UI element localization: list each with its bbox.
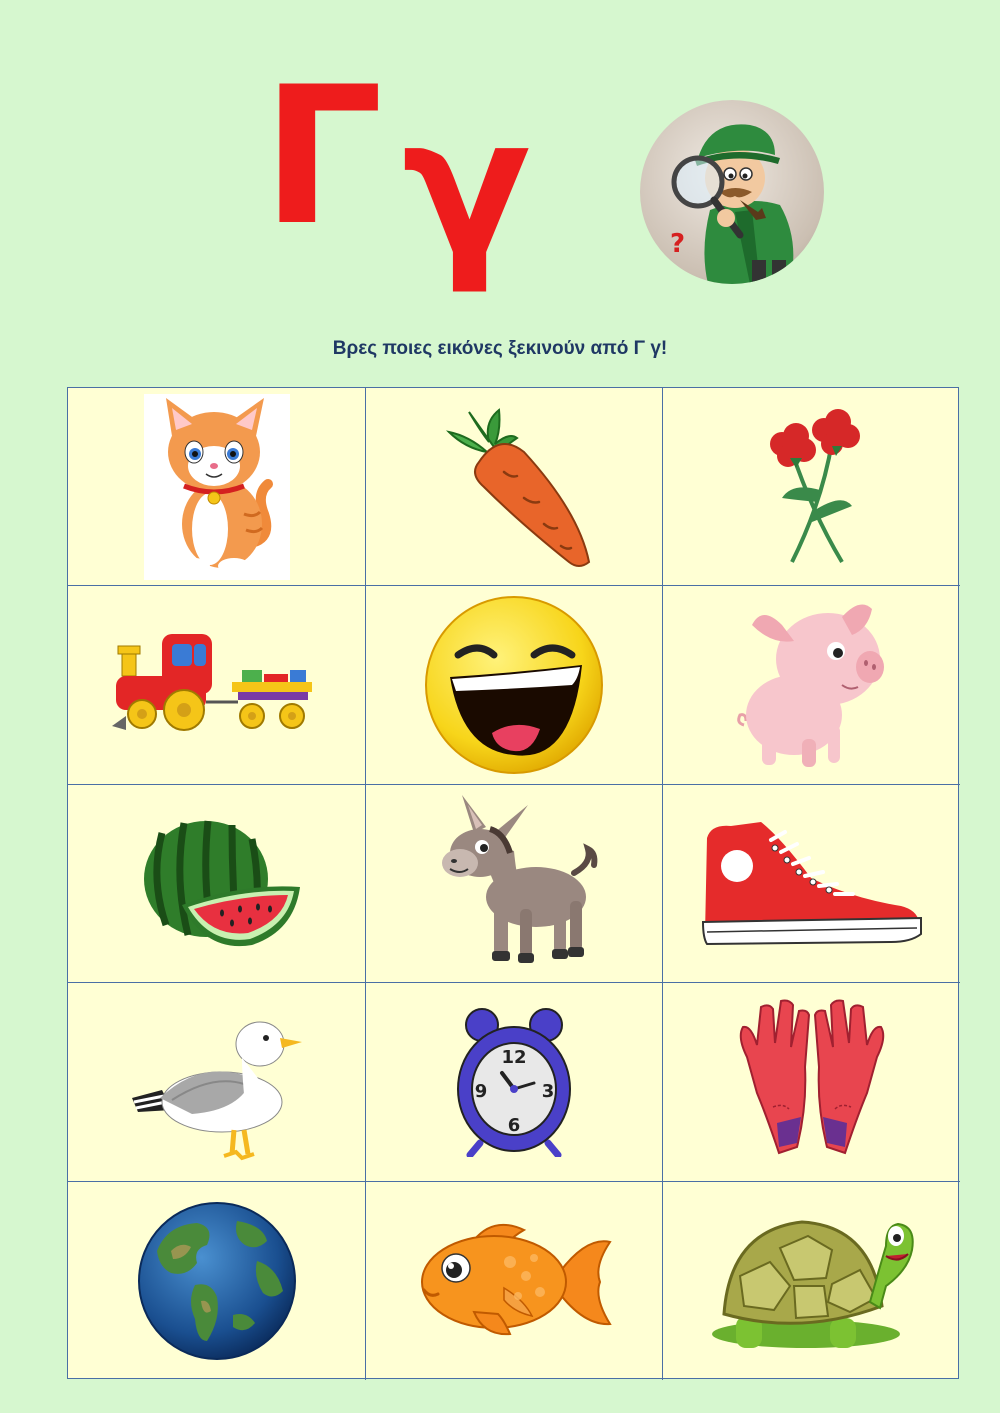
carrot-icon <box>429 402 599 572</box>
laughing-face-icon <box>422 593 606 777</box>
grid-cell[interactable] <box>68 983 366 1181</box>
grid-cell[interactable] <box>663 1182 960 1380</box>
clock-number-3: 3 <box>541 1080 555 1102</box>
grid-cell[interactable] <box>663 983 960 1181</box>
clock-number-6: 6 <box>507 1114 521 1136</box>
grid-cell[interactable] <box>366 586 663 784</box>
instruction-text: Βρες ποιες εικόνες ξεκινούν από Γ γ! <box>332 338 668 359</box>
grid-cell[interactable] <box>68 785 366 983</box>
gloves-icon <box>727 997 897 1167</box>
goldfish-icon <box>414 1216 614 1346</box>
grid-cell[interactable] <box>68 586 366 784</box>
grid-cell[interactable] <box>663 586 960 784</box>
question-mark: ? <box>670 229 686 259</box>
picture-grid <box>67 387 959 1379</box>
sneaker-icon <box>701 818 923 948</box>
grid-cell[interactable] <box>366 785 663 983</box>
lowercase-gamma: γ <box>402 76 532 297</box>
grid-cell[interactable] <box>366 983 663 1181</box>
donkey-icon <box>424 793 604 973</box>
grid-cell[interactable] <box>68 388 366 586</box>
clock-number-12: 12 <box>501 1046 527 1068</box>
detective-image <box>640 100 824 284</box>
grid-cell[interactable] <box>68 1182 366 1380</box>
piglet-icon <box>732 595 892 775</box>
seagull-icon <box>132 1002 302 1162</box>
earth-globe-icon <box>137 1201 297 1361</box>
grid-cell[interactable] <box>663 388 960 586</box>
alarm-clock-icon <box>454 1007 574 1157</box>
uppercase-gamma: Γ <box>262 46 384 267</box>
toy-train-icon <box>112 630 322 740</box>
carnation-flowers-icon <box>752 402 872 572</box>
turtle-icon <box>710 1206 914 1356</box>
grid-cell[interactable] <box>366 388 663 586</box>
cat-icon <box>144 394 290 580</box>
detective-with-magnifier-icon <box>640 100 824 284</box>
clock-number-9: 9 <box>474 1080 488 1102</box>
grid-cell[interactable] <box>366 1182 663 1380</box>
watermelon-icon <box>132 813 302 953</box>
grid-cell[interactable] <box>663 785 960 983</box>
